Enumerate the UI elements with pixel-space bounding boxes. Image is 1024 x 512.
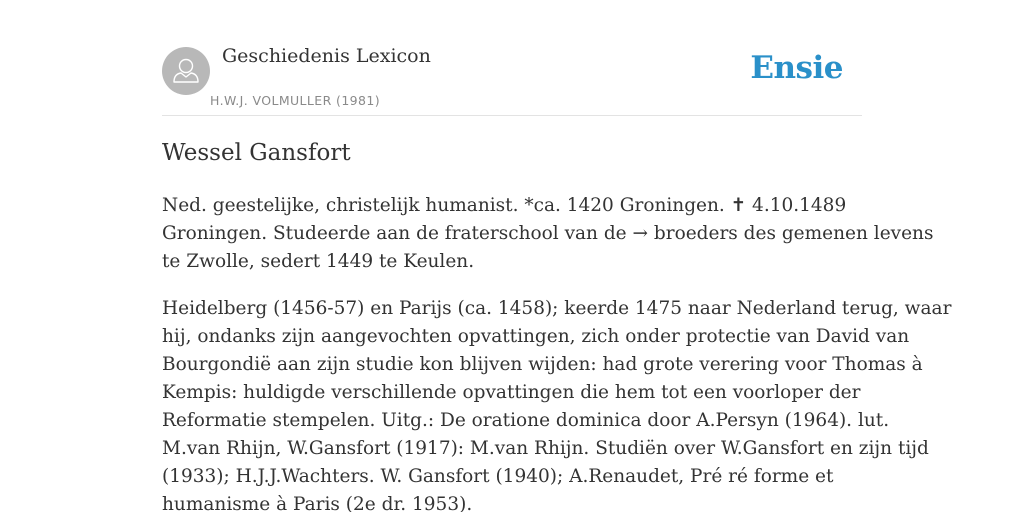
- paragraph-line: Heidelberg (1456-57) en Parijs (ca. 1458); keerde 1475 naar Nederland terug, waar: [162, 298, 952, 319]
- ensie-logo[interactable]: Ensie: [750, 50, 843, 86]
- cross-reference-link[interactable]: → broeders des gemenen levens: [632, 223, 934, 244]
- source-author[interactable]: H.W.J. VOLMULLER (1981): [210, 93, 381, 108]
- entry-title: Wessel Gansfort: [162, 140, 351, 166]
- source-title[interactable]: Geschiedenis Lexicon: [222, 45, 431, 67]
- entry-paragraph-2: [162, 295, 952, 512]
- paragraph-line: Kempis: huldigde verschillende opvattingen die hem tot een voorloper der: [162, 382, 861, 403]
- paragraph-line: te Zwolle, sedert 1449 te Keulen.: [162, 251, 475, 272]
- user-icon: [162, 47, 210, 95]
- paragraph-line: Reformatie stempelen. Uitg.: De oratione dominica door A.Persyn (1964). lut.: [162, 410, 890, 431]
- paragraph-line: M.van Rhijn, W.Gansfort (1917): M.van Rhijn. Studiën over W.Gansfort en zijn tijd: [162, 438, 929, 459]
- paragraph-text: Groningen. Studeerde aan de fraterschool van de: [162, 223, 633, 244]
- paragraph-line: Ned. geestelijke, christelijk humanist. *ca. 1420 Groningen. ✝ 4.10.1489: [162, 195, 847, 216]
- entry-card: [162, 0, 952, 512]
- entry-paragraph-1: [162, 192, 934, 276]
- source-header: [162, 0, 862, 116]
- paragraph-line: Bourgondië aan zijn studie kon blijven wijden: had grote verering voor Thomas à: [162, 354, 923, 375]
- paragraph-line: [162, 220, 934, 248]
- paragraph-line: humanisme à Paris (2e dr. 1953).: [162, 494, 473, 512]
- paragraph-line: (1933); H.J.J.Wachters. W. Gansfort (1940); A.Renaudet, Pré ré forme et: [162, 466, 834, 487]
- avatar[interactable]: [162, 47, 210, 95]
- paragraph-line: hij, ondanks zijn aangevochten opvattingen, zich onder protectie van David van: [162, 326, 910, 347]
